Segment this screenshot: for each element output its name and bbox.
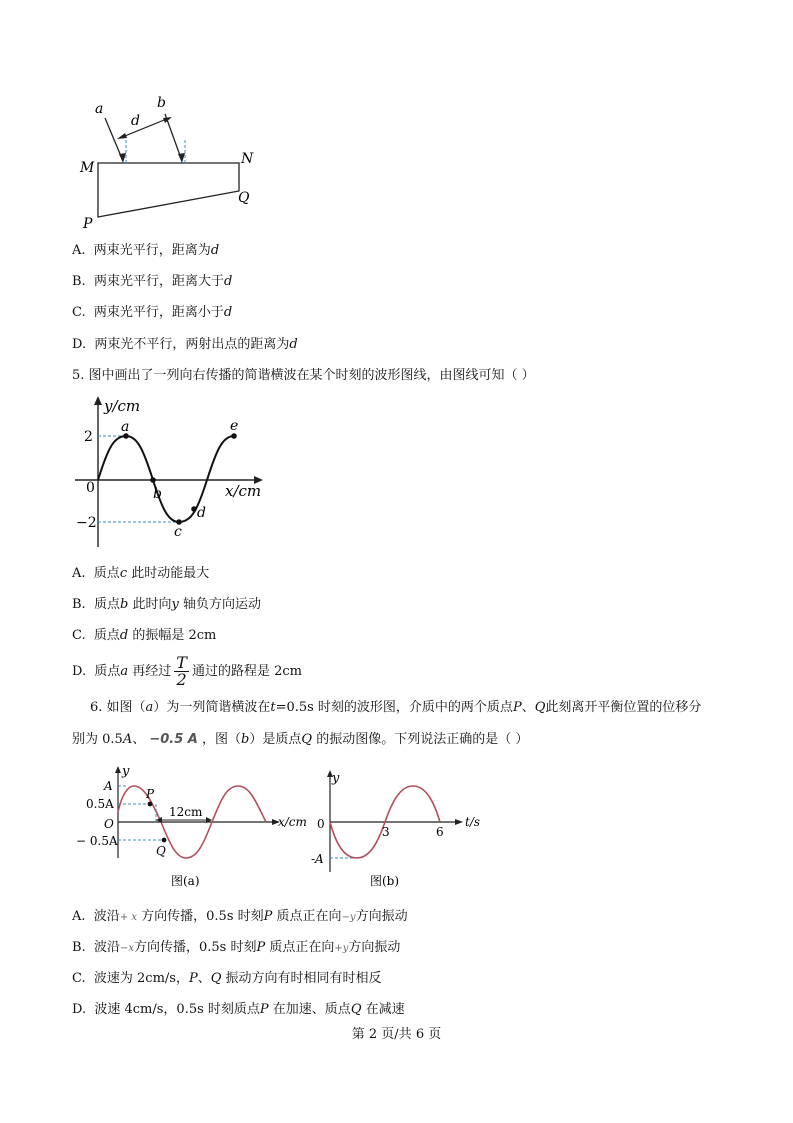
y-label: y <box>332 771 340 786</box>
label-e: e <box>230 418 239 434</box>
label-b: b <box>153 486 162 502</box>
option-var: d <box>289 337 298 352</box>
d-arrowhead-left <box>117 133 127 139</box>
option-text: 此时向 <box>132 597 172 612</box>
option-prefix: A. <box>72 909 86 924</box>
q6-option-d <box>72 1001 405 1019</box>
wave-graph-q6-a <box>70 762 310 892</box>
q6-option-a <box>72 908 408 927</box>
option-text: 方向振动 <box>348 940 401 955</box>
option-var: d <box>223 305 233 320</box>
caption-b: 图(b) <box>370 874 400 888</box>
stem-text: 、 <box>132 732 146 747</box>
tick-6: 6 <box>436 825 444 839</box>
oscillation-graph-q6-b <box>310 762 500 892</box>
q4-option-c <box>72 304 232 322</box>
q6-option-c <box>72 970 382 988</box>
tick-3: 3 <box>382 825 390 839</box>
tick-A: A <box>104 779 113 793</box>
point-Q <box>162 838 167 843</box>
option-text: 再经过 <box>132 664 172 679</box>
label-N: N <box>241 151 254 167</box>
option-text: 质点 <box>93 628 120 643</box>
option-var: c <box>119 566 128 581</box>
option-var: P <box>256 940 266 955</box>
stem-text: =0.5s 时刻的波形图，介质中的两个质点 <box>275 700 513 715</box>
point-P <box>148 802 153 807</box>
stem-text: ）为一列简谐横波在 <box>153 700 271 715</box>
fraction-numerator: T <box>176 653 187 672</box>
option-var: P <box>259 1002 269 1017</box>
option-prefix: B. <box>72 940 86 955</box>
beam-b-arrowhead <box>178 153 185 163</box>
label-P: P <box>83 216 93 232</box>
option-text: 此时动能最大 <box>131 566 210 581</box>
option-prefix: D. <box>72 337 87 352</box>
stem-var: Q <box>301 732 313 747</box>
page-footer: 第 2 页/共 6 页 <box>351 1027 442 1042</box>
stem-var: P <box>512 700 522 715</box>
stem-var: a <box>145 700 154 715</box>
option-text: 两束光平行，距离小于 <box>93 305 224 320</box>
stem-var: A <box>122 732 133 747</box>
label-b: b <box>157 95 166 111</box>
x-label: x/cm <box>225 482 262 500</box>
label-Q: Q <box>238 190 250 206</box>
option-text: 通过的路程是 2cm <box>191 664 302 679</box>
option-text: 两束光平行，距离大于 <box>93 274 224 289</box>
x-label: t/s <box>465 815 481 829</box>
label-Q: Q <box>156 844 166 858</box>
fraction-t-over-2 <box>174 655 189 688</box>
stem-text: 此刻离开平衡位置的位移分 <box>545 700 702 715</box>
stem-var: Q <box>534 700 546 715</box>
option-text: 在加速、质点 <box>272 1002 351 1017</box>
option-text: 质点 <box>93 597 120 612</box>
stem-text: 、 <box>521 700 535 715</box>
caption-a: 图(a) <box>171 874 200 888</box>
label-c: c <box>174 524 182 540</box>
stem-text: 别为 0.5 <box>72 732 123 747</box>
label-d: d <box>197 505 206 521</box>
stem-text: 6. 如图（ <box>90 700 146 715</box>
point-b <box>150 477 156 483</box>
option-text: 方向传播，0.5s 时刻 <box>134 940 257 955</box>
x-axis-arrow <box>455 819 463 825</box>
q4-option-a <box>72 242 219 260</box>
option-var: a <box>120 664 129 679</box>
y-label: y <box>122 764 130 779</box>
q5-option-c <box>72 627 216 645</box>
y-axis-arrow <box>115 766 121 773</box>
q5-option-a <box>72 565 209 583</box>
option-text: 两束光平行，距离为 <box>93 243 211 258</box>
option-prefix: A. <box>72 243 86 258</box>
option-var: d <box>119 628 129 643</box>
stem-text: ，图（ <box>202 732 242 747</box>
tick-neg-half: − 0.5A <box>76 834 118 848</box>
stem-var: t <box>270 700 276 715</box>
y-axis-arrow <box>94 396 102 405</box>
wave-graph-q5 <box>70 392 270 552</box>
option-var: b <box>119 597 129 612</box>
point-e <box>231 433 237 439</box>
tick-negA: -A <box>311 852 324 866</box>
direction-symbol: +y <box>334 943 349 954</box>
direction-symbol: + x <box>119 912 138 923</box>
option-var: d <box>210 243 220 258</box>
option-text: 方向传播，0.5s 时刻 <box>141 909 264 924</box>
option-var: Q <box>350 1002 362 1017</box>
label-d: d <box>131 113 140 129</box>
beam-a-arrowhead <box>119 153 126 163</box>
option-text: 波沿 <box>93 940 120 955</box>
wave-curve <box>98 436 234 522</box>
option-text: 在减速 <box>365 1002 405 1017</box>
option-var: y <box>171 597 179 612</box>
option-prefix: D. <box>72 664 87 679</box>
origin-zero: 0 <box>317 817 325 831</box>
stem-var: b <box>241 732 250 747</box>
stem-text: ）是质点 <box>249 732 302 747</box>
label-P: P <box>146 787 155 801</box>
option-text: 振动方向有时相同有时相反 <box>225 971 382 986</box>
option-prefix: C. <box>72 305 86 320</box>
q6-stem-line1 <box>90 699 701 717</box>
x-label: x/cm <box>278 815 307 829</box>
option-prefix: A. <box>72 566 86 581</box>
q4-option-d <box>72 336 298 354</box>
fraction-denominator: 2 <box>176 670 187 689</box>
y-label: y/cm <box>104 397 141 415</box>
option-text: 波沿 <box>93 909 120 924</box>
option-text: 质点 <box>94 664 121 679</box>
tick-half: 0.5A <box>86 797 114 811</box>
option-text: 、 <box>197 971 211 986</box>
option-prefix: C. <box>72 628 86 643</box>
origin-label: 0 <box>86 480 95 496</box>
option-text: 质点正在向 <box>269 940 335 955</box>
q5-stem: 5. 图中画出了一列向右传播的简谐横波在某个时刻的波形图线，由图线可知（ ） <box>72 368 535 383</box>
option-var: P <box>263 909 273 924</box>
option-text: 波速为 2cm/s， <box>93 971 189 986</box>
option-var: d <box>223 274 233 289</box>
q5-option-b <box>72 596 261 614</box>
option-text: 轴负方向运动 <box>182 597 261 612</box>
direction-symbol: −y <box>341 912 356 923</box>
tick-2: 2 <box>84 429 93 445</box>
option-var: P <box>188 971 198 986</box>
prism-figure <box>75 90 275 235</box>
label-a: a <box>121 419 130 435</box>
option-var: Q <box>210 971 222 986</box>
formula-neg-half-a: −0.5 A <box>149 732 198 747</box>
option-prefix: B. <box>72 597 86 612</box>
distance-label: 12cm <box>169 805 203 819</box>
option-text: 质点 <box>93 566 120 581</box>
label-M: M <box>80 160 95 176</box>
option-text: 方向振动 <box>355 909 408 924</box>
label-a: a <box>95 101 104 117</box>
option-text: 的振幅是 2cm <box>132 628 217 643</box>
stem-text: 的振动图像。下列说法正确的是（ ） <box>316 732 529 747</box>
option-text: 两束光不平行，两射出点的距离为 <box>94 337 290 352</box>
prism-shape <box>98 163 239 217</box>
option-text: 质点正在向 <box>276 909 342 924</box>
q5-option-d <box>72 654 302 690</box>
point-d <box>191 506 197 512</box>
option-text: 波速 4cm/s，0.5s 时刻质点 <box>94 1002 260 1017</box>
q6-stem-line2 <box>72 731 528 749</box>
q4-option-b <box>72 273 232 291</box>
q6-option-b <box>72 939 400 958</box>
origin-O: O <box>104 817 114 831</box>
option-prefix: D. <box>72 1002 87 1017</box>
option-prefix: B. <box>72 274 86 289</box>
distance-d-arrow <box>120 118 169 138</box>
tick-neg2: −2 <box>76 515 97 531</box>
option-prefix: C. <box>72 971 86 986</box>
direction-symbol: −x <box>119 943 134 954</box>
